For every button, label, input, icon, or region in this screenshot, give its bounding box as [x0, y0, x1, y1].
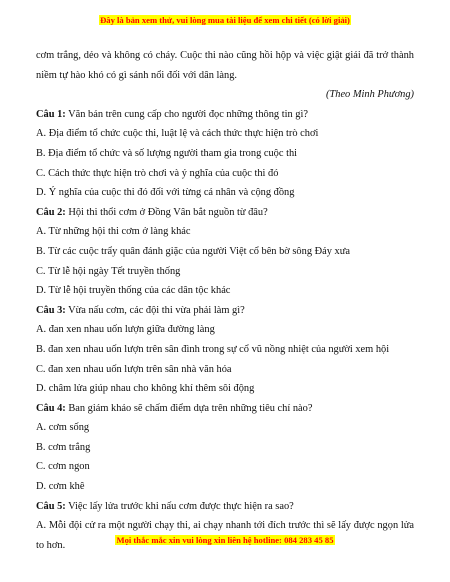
question-text: Hội thi thổi cơm ở Đồng Vân bắt nguồn từ đâu? [65, 206, 268, 218]
answer-option: A. Từ những hội thi cơm ở làng khác [36, 226, 191, 238]
question-label: Câu 1: [36, 108, 66, 120]
question-stem [36, 105, 414, 125]
answer-option: D. cơm khê [36, 481, 85, 493]
preview-banner-text: Đây là bản xem thử, vui lòng mua tài liệu để xem chi tiết (có lời giải) [100, 15, 350, 25]
answer-option: D. châm lửa giúp nhau cho không khí thêm sôi động [36, 383, 255, 395]
answer-option: B. Địa điểm tổ chức và số lượng người tham gia trong cuộc thi [36, 147, 298, 159]
source-citation: (Theo Minh Phương) [326, 89, 414, 101]
question-text: Vừa nấu cơm, các đội thi vừa phải làm gì? [65, 304, 245, 316]
question-stem [36, 399, 414, 419]
answer-option: B. cơm trắng [36, 441, 91, 453]
answer-option: C. Cách thức thực hiện trò chơi và ý nghĩa của cuộc thi đó [36, 167, 279, 179]
question-label: Câu 3: [36, 304, 66, 316]
question-1 [36, 105, 414, 203]
answer-option: C. cơm ngon [36, 461, 90, 473]
answer-option: D. Ý nghĩa của cuộc thi đó đối với từng cá nhân và cộng đồng [36, 187, 295, 199]
question-text: Ban giám khảo sẽ chấm điểm dựa trên những tiêu chí nào? [65, 402, 313, 414]
hotline-footer-text: Mọi thắc mắc xin vui lòng xin liên hệ hotline: 084 283 45 85 [116, 535, 334, 545]
preview-banner [0, 10, 450, 28]
answer-option: B. đan xen nhau uốn lượn trên sân đình trong sự cổ vũ nồng nhiệt của người xem hội [36, 343, 390, 355]
question-text: Việc lấy lửa trước khi nấu cơm được thực hiện ra sao? [65, 500, 294, 512]
answer-option: A. Mỗi đội cử ra một người chạy thi, ai chạy nhanh tới đích trước thì sẽ lấy được ngọn lửa to hơn. [36, 520, 414, 551]
question-label: Câu 5: [36, 500, 66, 512]
question-stem [36, 497, 414, 517]
question-2 [36, 203, 414, 301]
answer-option: A. Địa điểm tổ chức cuộc thi, luật lệ và cách thức thực hiện trò chơi [36, 128, 319, 140]
question-stem [36, 301, 414, 321]
answer-option: C. Từ lễ hội ngày Tết truyền thống [36, 265, 181, 277]
question-stem [36, 203, 414, 223]
question-label: Câu 4: [36, 402, 66, 414]
question-4 [36, 399, 414, 497]
question-3 [36, 301, 414, 399]
question-text: Văn bản trên cung cấp cho người đọc những thông tin gì? [65, 108, 308, 120]
answer-option: C. đan xen nhau uốn lượn trên sân nhà văn hóa [36, 363, 232, 375]
question-label: Câu 2: [36, 206, 66, 218]
intro-paragraph: cơm trắng, dẻo và không có cháy. Cuộc thi nào cũng hồi hộp và việc giật giải đã trở thành niềm tự hào khó có gì sánh nổi đối với dân làng. [36, 50, 414, 81]
document-body [36, 46, 414, 555]
answer-option: B. Từ các cuộc trẩy quân đánh giặc của người Việt cổ bên bờ sông Đáy xưa [36, 245, 350, 257]
hotline-footer [0, 530, 450, 548]
answer-option: A. đan xen nhau uốn lượn giữa đường làng [36, 324, 215, 336]
answer-option: D. Từ lễ hội truyền thống của các dân tộc khác [36, 285, 231, 297]
answer-option: A. cơm sống [36, 422, 90, 434]
